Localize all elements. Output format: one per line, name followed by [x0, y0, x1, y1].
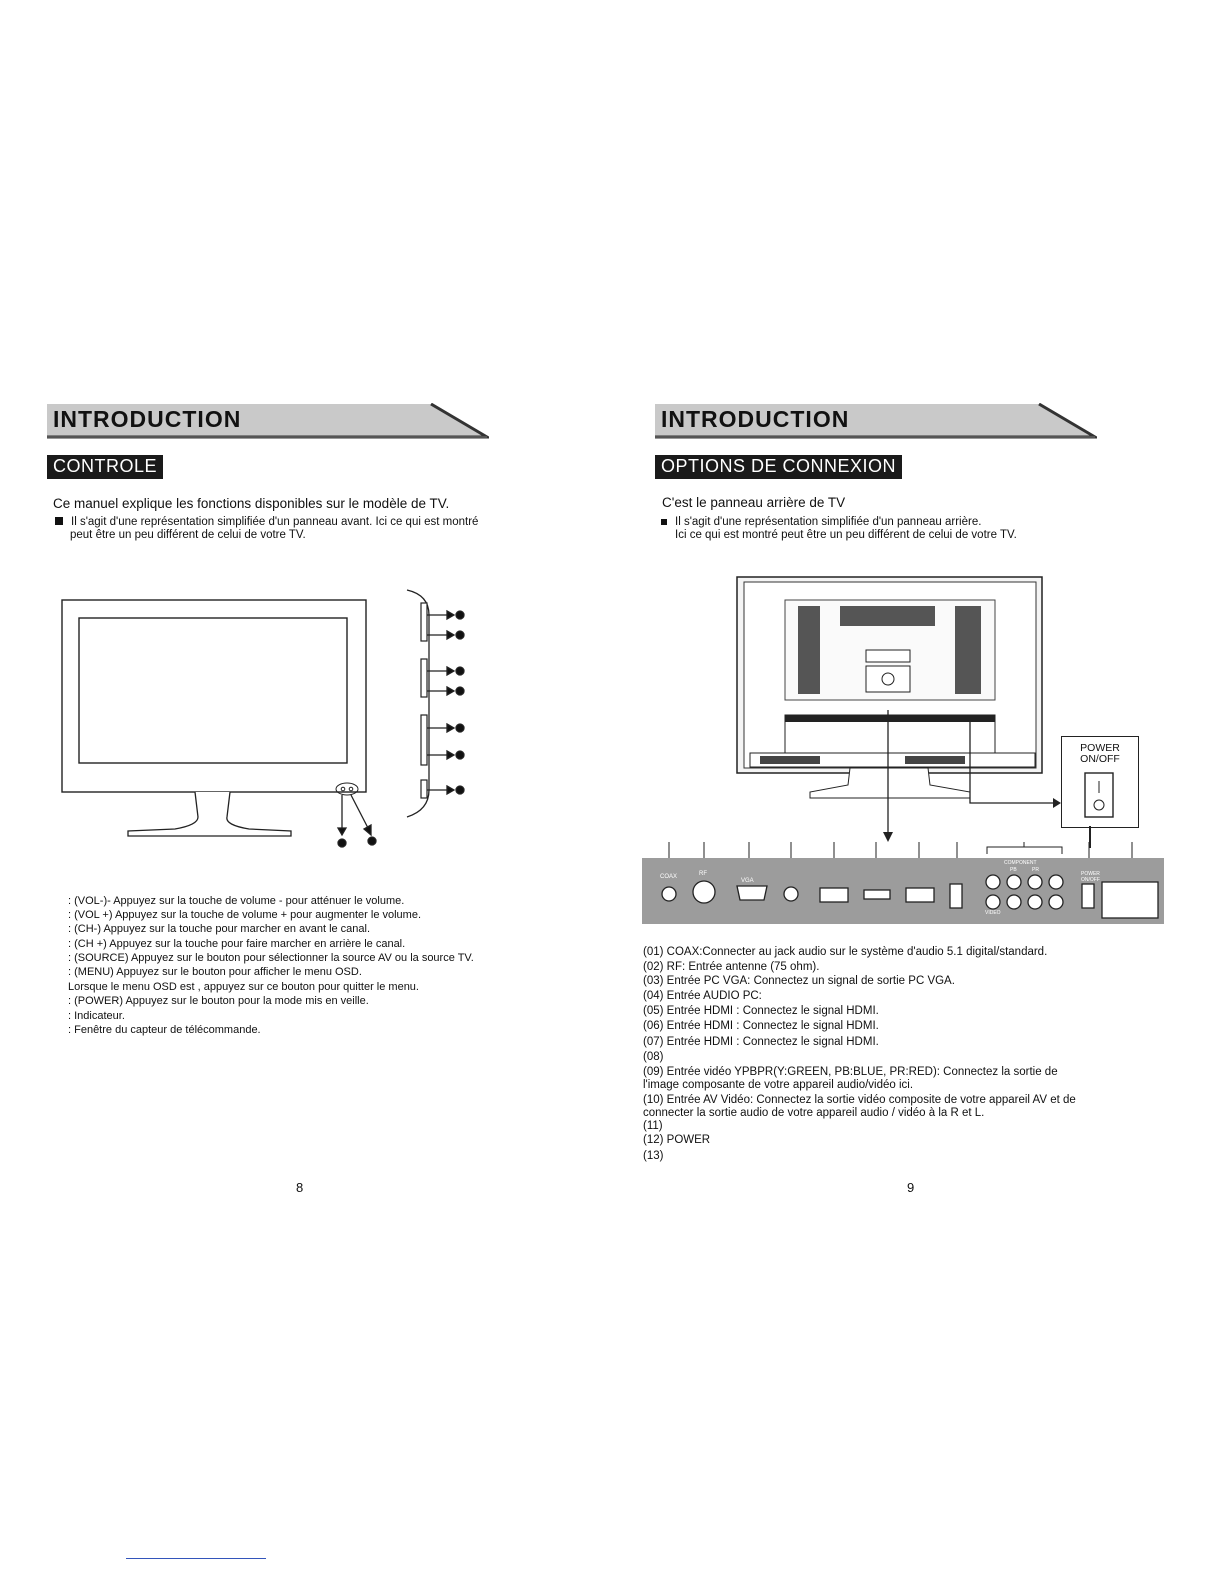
left-header-title: INTRODUCTION — [53, 406, 242, 432]
power-label: POWER — [1080, 742, 1120, 754]
panel-label-pr: PR — [1032, 867, 1039, 873]
list-item: (05) Entrée HDMI : Connectez le signal HDMI. — [643, 1005, 879, 1017]
left-header-bar — [47, 403, 489, 437]
list-item: l'image composante de votre appareil audio/vidéo ici. — [643, 1079, 914, 1091]
list-item: : Indicateur. — [68, 1010, 125, 1022]
list-item: : (VOL +) Appuyez sur la touche de volume + pour augmenter le volume. — [68, 909, 422, 921]
onoff-label: ON/OFF — [1080, 753, 1120, 765]
panel-label-rf: RF — [699, 871, 707, 877]
list-item: (02) RF: Entrée antenne (75 ohm). — [643, 961, 820, 973]
list-item: Lorsque le menu OSD est , appuyez sur ce bouton pour quitter le menu. — [68, 981, 419, 993]
list-item: (07) Entrée HDMI : Connectez le signal HDMI. — [643, 1036, 879, 1048]
list-item: (13) — [643, 1150, 664, 1162]
panel-label-video: VIDEO — [985, 910, 1001, 916]
list-item: (08) — [643, 1051, 664, 1063]
panel-label-coax: COAX — [660, 874, 678, 880]
connector-panel — [642, 842, 1164, 928]
list-item: (10) Entrée AV Vidéo: Connectez la sortie vidéo composite de votre appareil AV et de — [643, 1094, 1076, 1106]
bullet-icon — [661, 519, 667, 525]
list-item: : (MENU) Appuyez sur le bouton pour afficher le menu OSD. — [68, 966, 362, 978]
list-item: (09) Entrée vidéo YPBPR(Y:GREEN, PB:BLUE, PR:RED): Connectez la sortie de — [643, 1066, 1058, 1078]
list-item: : Fenêtre du capteur de télécommande. — [68, 1024, 261, 1036]
footer-rule — [126, 1558, 266, 1559]
tv-front-illustration — [55, 585, 475, 855]
panel-label-power: POWER — [1081, 871, 1100, 877]
left-section-title: CONTROLE — [47, 455, 163, 479]
list-item: (12) POWER — [643, 1134, 711, 1146]
bullet-icon — [55, 517, 63, 525]
left-note-line1: Il s'agit d'une représentation simplifiée d'un panneau avant. Ici ce qui est montré — [71, 516, 479, 528]
page-number-right: 9 — [907, 1180, 915, 1195]
list-item: : (POWER) Appuyez sur le bouton pour la mode mis en veille. — [68, 995, 369, 1007]
power-switch-icon — [1062, 765, 1138, 823]
list-item: (06) Entrée HDMI : Connectez le signal HDMI. — [643, 1020, 879, 1032]
list-item: (11) — [643, 1120, 663, 1132]
list-item: connecter la sortie audio de votre appareil audio / vidéo à la R et L. — [643, 1107, 985, 1119]
list-item: : (CH-) Appuyez sur la touche pour marcher en avant le canal. — [68, 923, 371, 935]
page-number-left: 8 — [296, 1180, 304, 1195]
left-intro: Ce manuel explique les fonctions disponibles sur le modèle de TV. — [53, 496, 450, 511]
list-item: (03) Entrée PC VGA: Connectez un signal de sortie PC VGA. — [643, 975, 955, 987]
list-item: (04) Entrée AUDIO PC: — [643, 990, 762, 1002]
panel-label-pb: PB — [1010, 867, 1017, 873]
list-item: : (CH +) Appuyez sur la touche pour faire marcher en arrière le canal. — [68, 938, 406, 950]
right-intro: C'est le panneau arrière de TV — [662, 495, 846, 510]
right-note — [661, 515, 981, 529]
right-header-bar — [655, 403, 1097, 437]
list-item: (01) COAX:Connecter au jack audio sur le système d'audio 5.1 digital/standard. — [643, 946, 1048, 958]
list-item: : (SOURCE) Appuyez sur le bouton pour sélectionner la source AV ou la source TV. — [68, 952, 474, 964]
right-note-line1: Il s'agit d'une représentation simplifiée d'un panneau arrière. — [675, 516, 982, 528]
panel-label-onoff: ON/OFF — [1081, 877, 1100, 883]
left-note — [55, 515, 478, 529]
list-item: : (VOL-)- Appuyez sur la touche de volume - pour atténuer le volume. — [68, 895, 405, 907]
right-section-title: OPTIONS DE CONNEXION — [655, 455, 902, 479]
panel-label-component: COMPONENT — [1004, 860, 1037, 866]
right-header-title: INTRODUCTION — [661, 406, 850, 432]
panel-label-vga: VGA — [741, 878, 754, 884]
right-note-line2: Ici ce qui est montré peut être un peu différent de celui de votre TV. — [675, 529, 1017, 541]
power-switch-callout — [1061, 736, 1139, 828]
left-note-line2: peut être un peu différent de celui de votre TV. — [70, 529, 306, 541]
